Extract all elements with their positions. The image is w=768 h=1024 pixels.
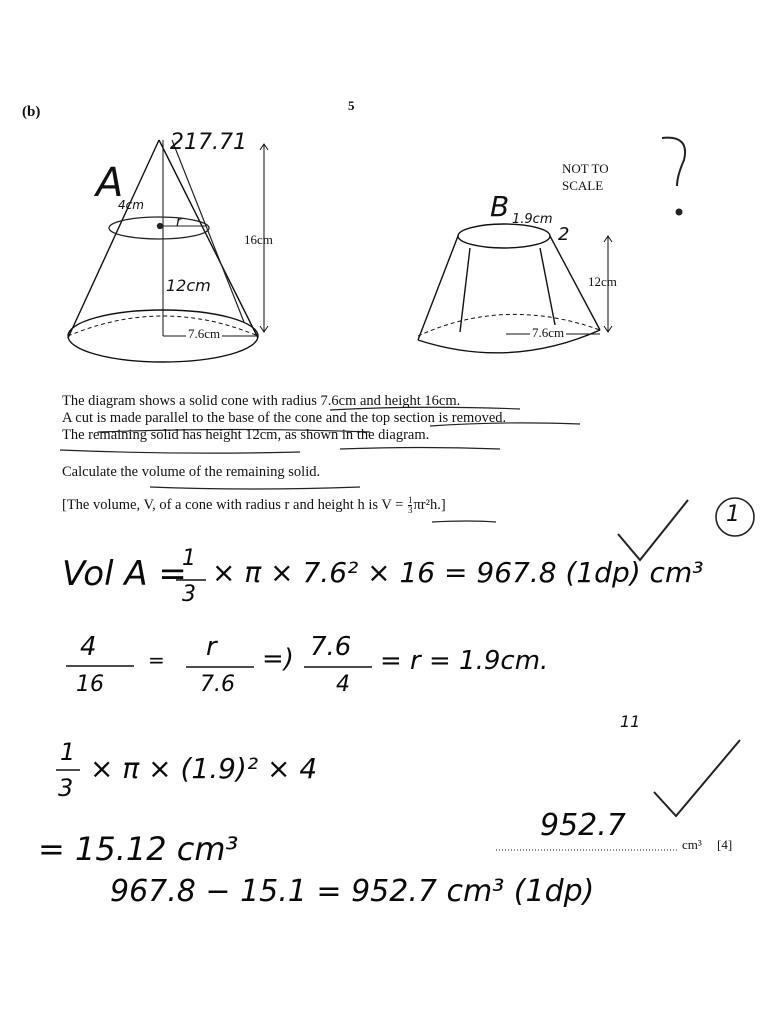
small-cone-expression: × π × (1.9)² × 4 (90, 752, 318, 785)
not-to-scale-note (562, 160, 609, 194)
formula-prefix: [The volume, V, of a cone with radius r and height h is V = (62, 496, 404, 513)
cone-b-radius-label: 7.6cm (532, 325, 565, 340)
ratio-left-den: 16 (76, 672, 104, 697)
ratio-right-num: 7.6 (310, 632, 352, 662)
formula-suffix: πr²h.] (413, 496, 446, 513)
check-marks (618, 500, 740, 816)
volume-formula (62, 496, 446, 515)
ratio-arrow: =) (262, 644, 294, 674)
cone-a-radius-label: 7.6cm (188, 326, 221, 341)
small-cone-result: = 15.12 cm³ (38, 830, 239, 868)
cone-b-height-label: 12cm (588, 274, 617, 289)
ratio-left-num: 4 (80, 632, 97, 662)
ratio-right-den: 4 (336, 672, 350, 697)
ratio-equals: = (148, 648, 165, 672)
cone-a-letter: A (96, 160, 124, 206)
answer-value: 952.7 (540, 808, 626, 843)
cone-a-height-label: 16cm (244, 232, 273, 247)
formula-fraction (408, 496, 413, 515)
ratio-mid-num: r (206, 632, 217, 662)
cone-a-remaining-height-note: 12cm (166, 276, 211, 295)
question-line-2: A cut is made parallel to the base of the cone and the top section is removed. (62, 410, 507, 426)
question-mark-annotation (662, 138, 685, 215)
cone-b-letter: B (490, 190, 510, 223)
vol-a-label: Vol A = (62, 554, 187, 594)
small-frac-den: 3 (58, 774, 74, 802)
formula-frac-num: 1 (407, 495, 413, 505)
ratio-mid-den: 7.6 (200, 672, 235, 697)
page-number: 5 (348, 98, 355, 113)
question-mark-note (664, 130, 665, 131)
not-to-scale-line2: SCALE (562, 178, 604, 193)
answer-marks: [4] (717, 837, 733, 852)
mark-circle: 1 (726, 502, 740, 527)
ratio-result: = r = 1.9cm. (380, 646, 549, 676)
tick-mark-note: 11 (620, 712, 641, 731)
cone-a-small-radius-note: r (176, 214, 182, 230)
vol-a-frac-num: 1 (182, 546, 196, 571)
part-label: (b) (22, 104, 41, 120)
cone-b-slant-note: 2 (558, 224, 570, 245)
final-subtraction: 967.8 − 15.1 = 952.7 cm³ (1dp) (110, 874, 595, 909)
cone-b-figure (418, 224, 612, 353)
cone-a-top-height-note: 4cm (118, 198, 144, 212)
question-line-1: The diagram shows a solid cone with radius 7.6cm and height 16cm. (62, 393, 461, 409)
question-line-4: Calculate the volume of the remaining solid. (62, 464, 321, 480)
cone-a-volume-note: 217.71 (170, 130, 247, 155)
not-to-scale-line1: NOT TO (562, 161, 609, 176)
cone-b-top-radius-note: 1.9cm (512, 212, 553, 227)
vol-a-frac-den: 3 (182, 582, 196, 607)
vol-a-expression: × π × 7.6² × 16 = 967.8 (1dp) cm³ (212, 556, 704, 589)
formula-frac-den: 3 (407, 505, 413, 515)
small-frac-num: 1 (60, 738, 76, 766)
answer-unit: cm³ (682, 837, 702, 852)
question-line-3: The remaining solid has height 12cm, as shown in the diagram. (62, 427, 430, 443)
